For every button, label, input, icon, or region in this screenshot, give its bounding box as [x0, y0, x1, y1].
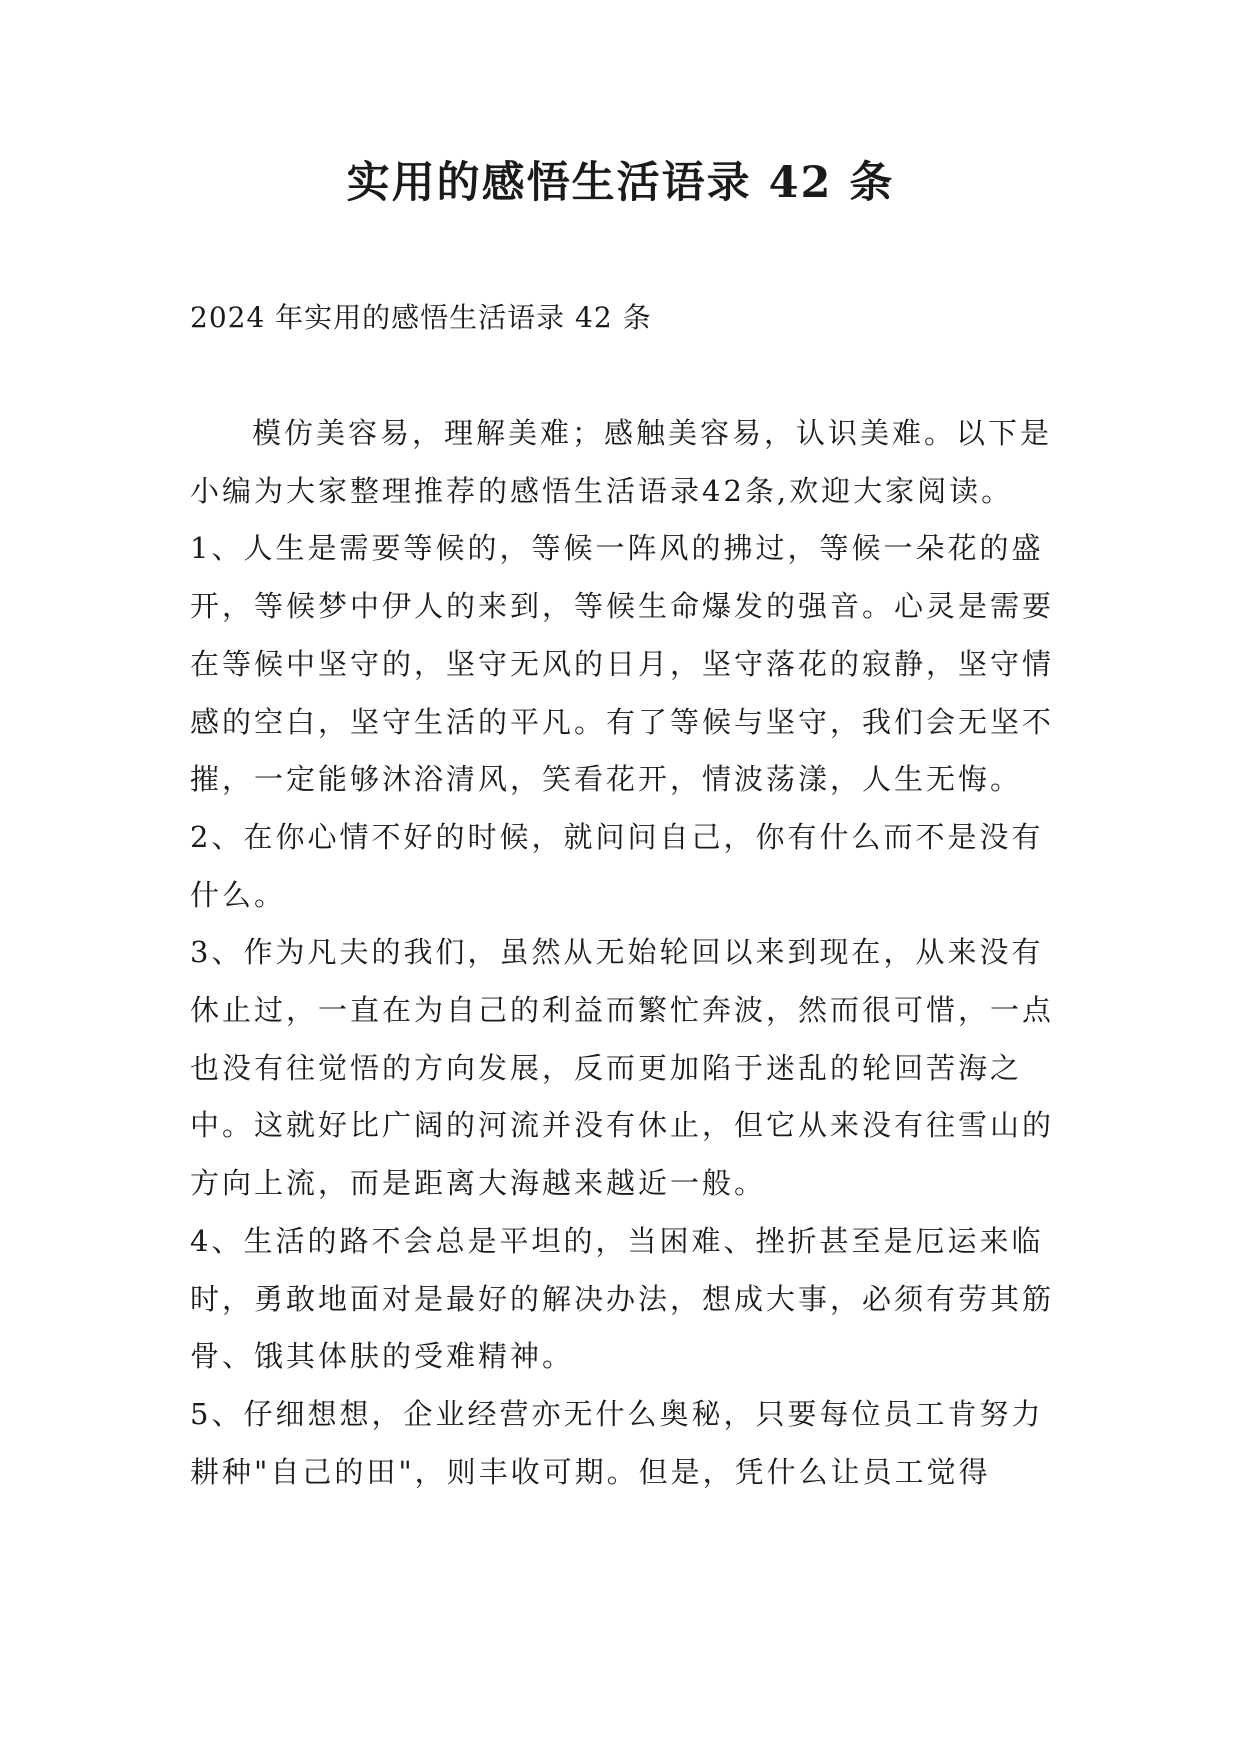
document-body — [190, 405, 1070, 1501]
quote-paragraph-2: 2、在你心情不好的时候，就问问自己，你有什么而不是没有什么。 — [190, 819, 1044, 912]
quote-paragraph-3: 3、作为凡夫的我们，虽然从无始轮回以来到现在，从来没有休止过，一直在为自己的利益而繁忙奔波，然而很可惜，一点也没有往觉悟的方向发展，反而更加陷于迷乱的轮回苦海之中。这就好比广阔的河流并没有休止，但它从来没有往雪山的方向上流，而是距离大海越来越近一般。 — [190, 935, 1055, 1201]
intro-paragraph: 模仿美容易，理解美难；感触美容易，认识美难。以下是小编为大家整理推荐的感悟生活语录42条,欢迎大家阅读。 — [190, 416, 1053, 508]
document-subtitle: 2024 年实用的感悟生活语录 42 条 — [190, 301, 652, 334]
document-title: 实用的感悟生活语录 42 条 — [346, 158, 895, 208]
quote-paragraph-4: 4、生活的路不会总是平坦的，当困难、挫折甚至是厄运来临时，勇敢地面对是最好的解决办法，想成大事，必须有劳其筋骨、饿其体肤的受难精神。 — [190, 1223, 1055, 1374]
quote-paragraph-5: 5、仔细想想，企业经营亦无什么奥秘，只要每位员工肯努力耕种"自己的田"，则丰收可期。但是，凭什么让员工觉得 — [190, 1396, 1044, 1489]
quote-paragraph-1: 1、人生是需要等候的，等候一阵风的拂过，等候一朵花的盛开，等候梦中伊人的来到，等候生命爆发的强音。心灵是需要在等候中坚守的，坚守无风的日月，坚守落花的寂静，坚守情感的空白，坚守生活的平凡。有了等候与坚守，我们会无坚不摧，一定能够沐浴清风，笑看花开，情波荡漾，人生无悔。 — [190, 531, 1055, 797]
